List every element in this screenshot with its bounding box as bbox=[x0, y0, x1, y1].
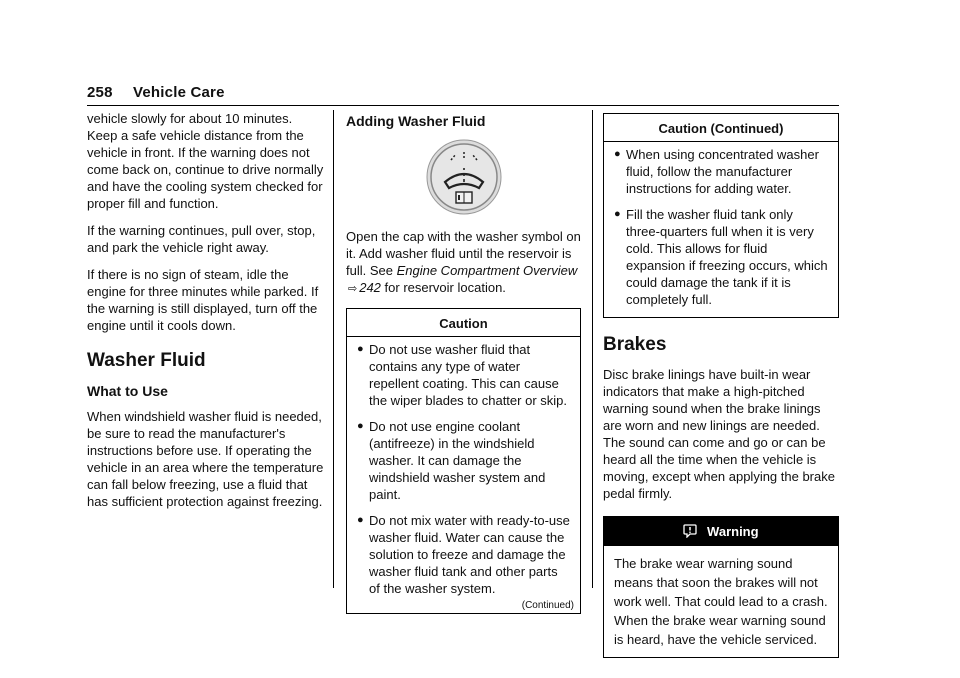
section-title-washer-fluid: Washer Fluid bbox=[87, 350, 206, 371]
bullet-icon: ● bbox=[614, 148, 621, 160]
bullet-icon: ● bbox=[357, 420, 364, 432]
warning-title: Warning bbox=[707, 524, 759, 539]
header-rule bbox=[87, 105, 839, 106]
caution-item: ● Fill the washer fluid tank only three-quarters full when it is very cold. This allows for fluid expansion if freezing occurs, which could damage the tank if it is completely full. bbox=[614, 207, 828, 307]
warning-title-bar bbox=[604, 517, 838, 546]
section-title-brakes: Brakes bbox=[603, 334, 667, 355]
column-1 bbox=[87, 110, 325, 520]
caution-item: ● Do not use engine coolant (antifreeze) in the windshield washer. It can damage the windshield washer system and paint. bbox=[357, 419, 546, 502]
bullet-icon: ● bbox=[614, 208, 621, 220]
page-ref-arrow-icon: ⇨ bbox=[348, 283, 358, 295]
page-number: 258 bbox=[87, 84, 113, 101]
subtitle-adding-washer-fluid: Adding Washer Fluid bbox=[346, 113, 486, 129]
column-3 bbox=[603, 110, 839, 658]
paragraph-cooling: vehicle slowly for about 10 minutes. Keep a safe vehicle distance from the vehicle in front. If the warning does not come back on, continue to drive normally and have the cooling system checked for proper fill and function. bbox=[87, 111, 324, 211]
warning-text: The brake wear warning sound means that soon the brakes will not work well. That could lead to a crash. When the brake wear warning sound is heard, have the vehicle serviced. bbox=[614, 556, 828, 647]
caution-box bbox=[346, 308, 581, 614]
column-divider-2 bbox=[592, 110, 593, 588]
caution-item: ● Do not mix water with ready-to-use washer fluid. Water can cause the solution to freeze and damage the washer fluid tank and other parts of the washer system. bbox=[357, 513, 570, 596]
paragraph-what-to-use: When windshield washer fluid is needed, be sure to read the manufacturer's instructions before use. If operating the vehicle in an area where the temperature can fall below freezing, use a fluid that has sufficient protection against freezing. bbox=[87, 409, 324, 509]
caution-continued-title: Caution (Continued) bbox=[604, 114, 838, 142]
page-title: Vehicle Care bbox=[133, 84, 225, 101]
washer-fluid-icon bbox=[425, 138, 503, 216]
bullet-icon: ● bbox=[357, 343, 364, 355]
subtitle-what-to-use: What to Use bbox=[87, 383, 168, 399]
column-2 bbox=[346, 110, 581, 614]
paragraph-pull-over: If the warning continues, pull over, stop, and park the vehicle right away. bbox=[87, 223, 316, 255]
paragraph-steam: If there is no sign of steam, idle the engine for three minutes while parked. If the warning is still displayed, turn off the engine until it cools down. bbox=[87, 267, 319, 333]
warning-icon bbox=[683, 524, 701, 539]
continued-label: (Continued) bbox=[521, 600, 574, 611]
page-ref-number[interactable]: 242 bbox=[359, 280, 381, 295]
paragraph-brakes: Disc brake linings have built-in wear indicators that make a high-pitched warning sound when the brake linings are worn and new linings are needed. The sound can come and go or can be heard all the time when the vehicle is moving, except when applying the brake pedal firmly. bbox=[603, 367, 835, 501]
caution-continued-box bbox=[603, 113, 839, 318]
paragraph-adding: Open the cap with the washer symbol on it. Add washer fluid until the reservoir is full. See Engine Compartment Overview ⇨ 242 for reservoir location. bbox=[346, 229, 581, 295]
warning-box bbox=[603, 516, 839, 658]
washer-symbol-wrap bbox=[346, 138, 581, 216]
caution-title: Caution bbox=[347, 309, 580, 337]
page-header bbox=[87, 84, 225, 101]
link-engine-compartment[interactable]: Engine Compartment Overview bbox=[396, 263, 578, 278]
column-divider-1 bbox=[333, 110, 334, 588]
bullet-icon: ● bbox=[357, 514, 364, 526]
caution-item: ● Do not use washer fluid that contains any type of water repellent coating. This can cause the wiper blades to chatter or skip. bbox=[357, 342, 567, 408]
caution-item: ● When using concentrated washer fluid, follow the manufacturer instructions for adding water. bbox=[614, 147, 819, 196]
